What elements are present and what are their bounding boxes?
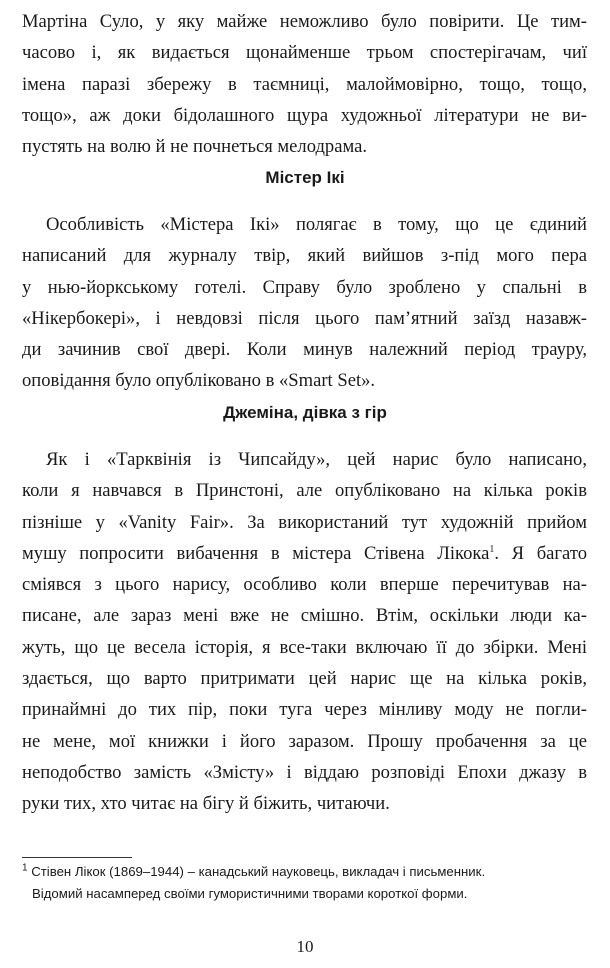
text-fragment: мушу попросити вибачення в містера Стівена Лікока <box>22 542 490 564</box>
text-line: коли я навчався в Принстоні, але опубліковано на кілька років <box>22 480 587 502</box>
footnote-reference[interactable]: 1 <box>489 543 495 555</box>
section-heading-mr-icky: Містер Ікі <box>265 168 345 187</box>
paragraph-intro <box>22 6 587 162</box>
text-line: писане, але зараз мені вже не смішно. Втім, оскільки люди ка- <box>22 605 587 627</box>
text-line-with-footnote <box>22 538 587 569</box>
footnote-marker: 1 <box>22 862 28 874</box>
text-line: Особливість «Містера Ікі» полягає в тому, що це єдиний <box>46 214 587 235</box>
text-line: «Нікербокері», і невдовзі після цього пам’ятний заїзд назавж- <box>22 307 587 329</box>
footnote-divider <box>22 857 132 858</box>
text-line: пустять на волю й не почнеться мелодрама. <box>22 136 368 158</box>
text-line: пізніше у «Vanity Fair». За використаний тут художній прийом <box>22 511 587 533</box>
text-line: не мене, мої книжки і його заразом. Прошу пробачення за це <box>22 730 587 752</box>
text-line: часово і, як видається щонайменше трьом спостерігачам, чиї <box>22 42 587 64</box>
paragraph-mr-icky <box>22 209 587 397</box>
text-line: здається, що варто притримати цей нарис ще на кілька років, <box>22 668 587 690</box>
text-line: у нью-йоркському готелі. Справу було зроблено у спальні в <box>22 276 587 298</box>
text-fragment: . Я багато <box>494 542 587 564</box>
footnote <box>22 861 587 905</box>
text-line: Як і «Тарквінія із Чипсайду», цей нарис було написано, <box>46 449 587 470</box>
footnote-text: Стівен Лікок (1869–1944) – канадський науковець, викладач і письменник. <box>31 864 486 879</box>
page-number: 10 <box>296 937 314 956</box>
text-line: неподобство замість «Змісту» і віддаю розповіді Епохи джазу в <box>22 761 587 783</box>
text-line: принаймні до тих пір, поки туга через мінливу моду не погли- <box>22 699 587 721</box>
text-line: імена паразі збережу в таємниці, малоймовірно, тощо, тощо, <box>22 73 587 95</box>
text-line: жуть, що це весела історія, я все-таки включаю її до збірки. Мені <box>22 636 587 658</box>
text-line: руки тих, хто читає на бігу й біжить, читаючи. <box>22 793 390 815</box>
text-line: оповідання було опубліковано в «Smart Set». <box>22 370 376 392</box>
footnote-line: Відомий насамперед своїми гумористичними творами короткої форми. <box>32 886 468 901</box>
text-line: ди зачинив свої двері. Коли минув належний період трауру, <box>22 339 587 361</box>
section-heading-jemina: Джеміна, дівка з гір <box>223 403 387 422</box>
text-line: Мартіна Суло, у яку майже неможливо було повірити. Це тим- <box>22 11 587 32</box>
footnote-line <box>22 864 485 879</box>
text-line: сміявся з цього нарису, особливо коли вперше перечитував на- <box>22 574 587 596</box>
paragraph-jemina <box>22 444 587 820</box>
text-line: тощо», аж доки бідолашного щура художньої літератури не ви- <box>22 104 587 126</box>
text-line: написаний для журналу твір, який вийшов з-під мого пера <box>22 245 587 267</box>
